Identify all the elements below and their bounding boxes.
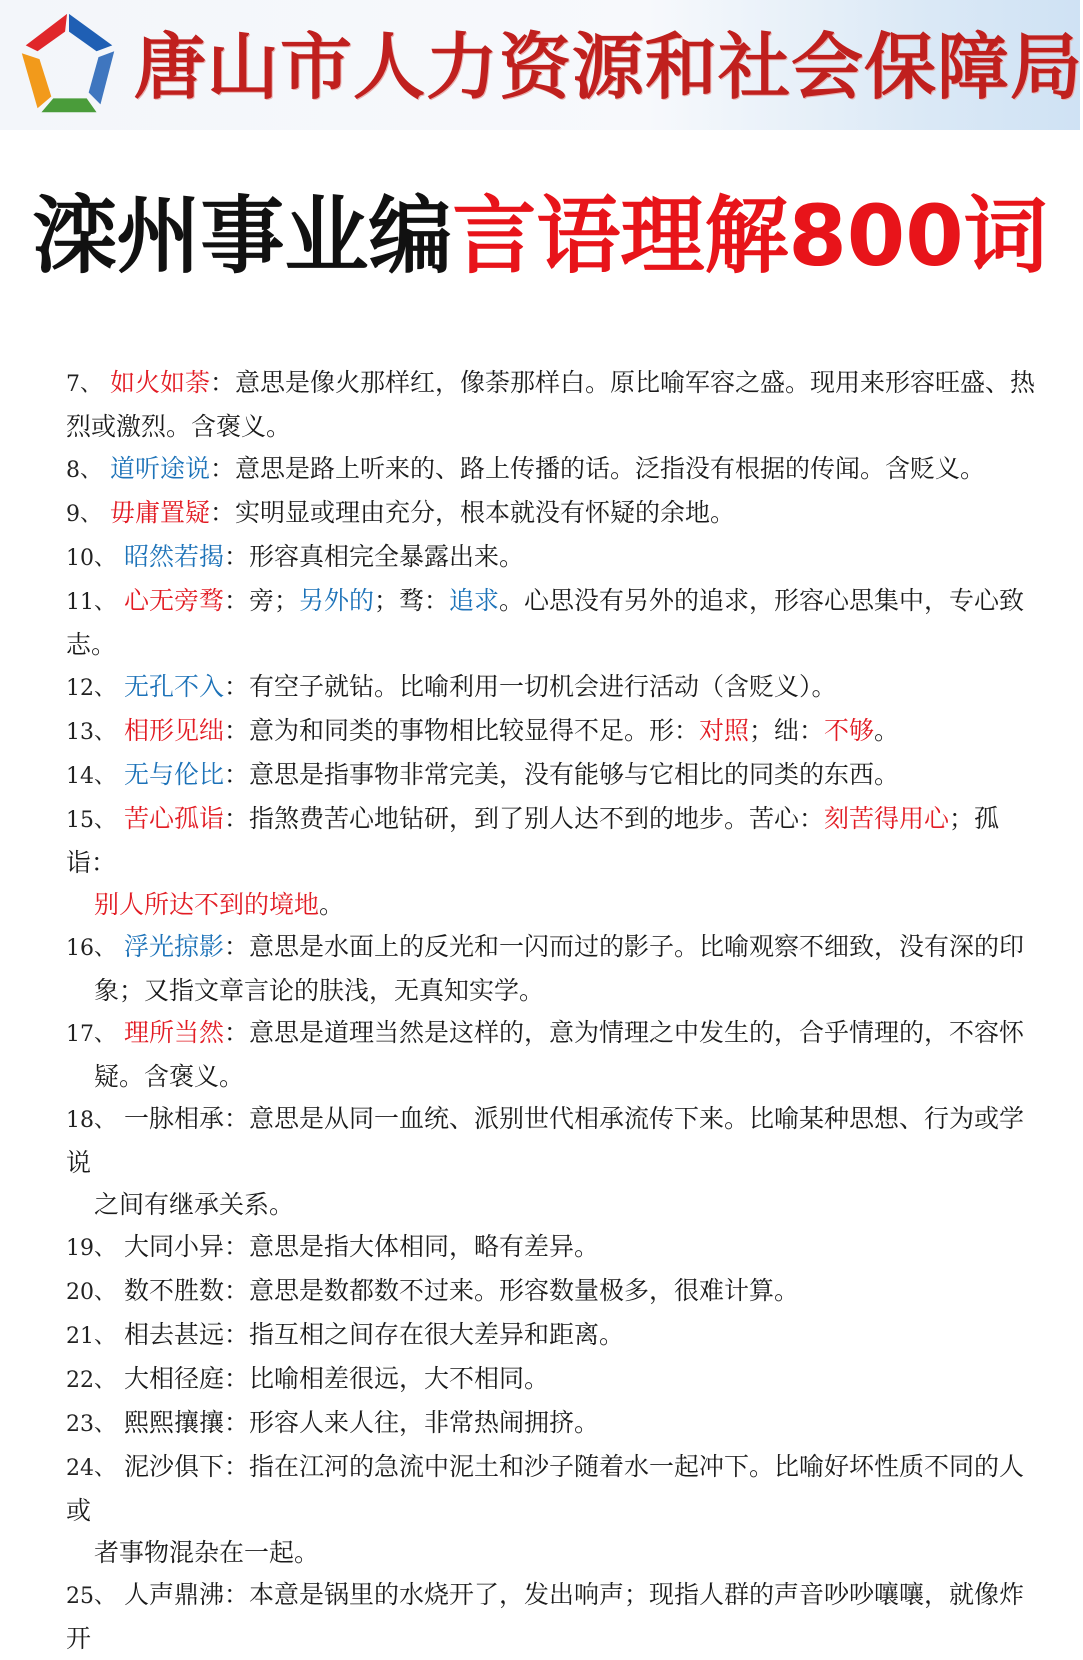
list-item bbox=[66, 1446, 1046, 1574]
entry-continuation bbox=[66, 1184, 1046, 1226]
highlighted-term: 毋庸置疑 bbox=[109, 498, 210, 527]
list-item bbox=[66, 1098, 1046, 1226]
pentagon-swirl-logo-icon bbox=[10, 6, 128, 124]
entry-text: ：指煞费苦心地钻研，到了别人达不到的地步。苦心： bbox=[223, 804, 824, 833]
entry-line bbox=[66, 1358, 1046, 1402]
list-item bbox=[66, 710, 1046, 754]
list-item bbox=[66, 666, 1046, 710]
org-name: 唐山市人力资源和社会保障局 bbox=[134, 25, 1083, 109]
entry-number: 24、 bbox=[66, 1456, 116, 1481]
highlighted-term: 对照 bbox=[698, 716, 749, 745]
list-item bbox=[66, 926, 1046, 1012]
highlighted-term: 如火如荼 bbox=[109, 368, 210, 397]
entry-number: 15、 bbox=[66, 808, 116, 833]
entry-continuation bbox=[66, 406, 1046, 448]
entry-number: 12、 bbox=[66, 676, 116, 701]
entry-number: 25、 bbox=[66, 1584, 116, 1609]
entry-text: 大同小异：意思是指大体相同，略有差异。 bbox=[123, 1232, 599, 1261]
entry-text: ；孤诣： bbox=[66, 804, 1000, 877]
entry-text: ：旁； bbox=[223, 586, 299, 615]
list-item bbox=[66, 362, 1046, 448]
entry-number: 17、 bbox=[66, 1022, 116, 1047]
entry-line bbox=[66, 1314, 1046, 1358]
entry-line bbox=[66, 1226, 1046, 1270]
entry-text: ：意思是像火那样红，像荼那样白。原比喻军容之盛。现用来形容旺盛、热 bbox=[209, 368, 1035, 397]
entry-number: 22、 bbox=[66, 1368, 116, 1393]
entry-text: 泥沙俱下：指在江河的急流中泥土和沙子随着水一起冲下。比喻好坏性质不同的人或 bbox=[66, 1452, 1024, 1525]
list-item bbox=[66, 798, 1046, 926]
entry-text: 。心思没有另外的追求，形容心思集中，专心致志。 bbox=[66, 586, 1025, 659]
entry-text: ；绌： bbox=[749, 716, 825, 745]
list-item bbox=[66, 536, 1046, 580]
entry-number: 18、 bbox=[66, 1108, 116, 1133]
entry-line bbox=[66, 798, 1046, 884]
highlighted-term: 相形见绌 bbox=[123, 716, 224, 745]
entry-number: 11、 bbox=[66, 590, 116, 615]
list-item bbox=[66, 1270, 1046, 1314]
highlighted-term: 不够 bbox=[824, 716, 875, 745]
entry-text: ：意为和同类的事物相比较显得不足。形： bbox=[223, 716, 699, 745]
highlighted-term: 无与伦比 bbox=[123, 760, 224, 789]
highlighted-term: 另外的 bbox=[298, 586, 374, 615]
highlighted-term: 刻苦得用心 bbox=[823, 804, 949, 833]
entry-line bbox=[66, 492, 1046, 536]
highlighted-term: 道听途说 bbox=[109, 454, 210, 483]
entry-text: 烈或激烈。含褒义。 bbox=[66, 412, 292, 441]
entry-line bbox=[66, 666, 1046, 710]
entry-text: ：意思是水面上的反光和一闪而过的影子。比喻观察不细致，没有深的印 bbox=[223, 932, 1024, 961]
entry-number: 23、 bbox=[66, 1412, 116, 1437]
entry-number: 16、 bbox=[66, 936, 116, 961]
entry-line bbox=[66, 926, 1046, 970]
list-item bbox=[66, 1314, 1046, 1358]
entry-continuation bbox=[66, 970, 1046, 1012]
title-part-red: 言语理解800词 bbox=[452, 187, 1048, 285]
entry-line bbox=[66, 580, 1046, 666]
entry-text: 者事物混杂在一起。 bbox=[94, 1538, 320, 1567]
entry-text: 疑。含褒义。 bbox=[94, 1062, 245, 1091]
list-item bbox=[66, 1574, 1046, 1660]
entry-line bbox=[66, 536, 1046, 580]
entry-text: ：有空子就钻。比喻利用一切机会进行活动（含贬义）。 bbox=[223, 672, 837, 701]
entry-number: 9、 bbox=[66, 502, 102, 527]
entry-text: ：形容真相完全暴露出来。 bbox=[223, 542, 524, 571]
entry-line bbox=[66, 1402, 1046, 1446]
highlighted-term: 追求 bbox=[449, 586, 500, 615]
list-item bbox=[66, 1402, 1046, 1446]
entry-number: 20、 bbox=[66, 1280, 116, 1305]
entry-line bbox=[66, 448, 1046, 492]
entry-text: 相去甚远：指互相之间存在很大差异和距离。 bbox=[123, 1320, 624, 1349]
entry-number: 21、 bbox=[66, 1324, 116, 1349]
entry-text: 之间有继承关系。 bbox=[94, 1190, 295, 1219]
entry-number: 7、 bbox=[66, 372, 102, 397]
entry-line bbox=[66, 1012, 1046, 1056]
entry-line bbox=[66, 1098, 1046, 1184]
list-item bbox=[66, 1358, 1046, 1402]
entry-line bbox=[66, 710, 1046, 754]
entry-number: 19、 bbox=[66, 1236, 116, 1261]
entry-text: ：意思是道理当然是这样的，意为情理之中发生的，合乎情理的，不容怀 bbox=[223, 1018, 1024, 1047]
highlighted-term: 无孔不入 bbox=[123, 672, 224, 701]
highlighted-term: 别人所达不到的境地 bbox=[94, 890, 320, 919]
entry-text: 人声鼎沸：本意是锅里的水烧开了，发出响声；现指人群的声音吵吵嚷嚷，就像炸开 bbox=[66, 1580, 1024, 1653]
entry-continuation bbox=[66, 884, 1046, 926]
entry-text: ：意思是路上听来的、路上传播的话。泛指没有根据的传闻。含贬义。 bbox=[209, 454, 985, 483]
entry-text: 数不胜数：意思是数都数不过来。形容数量极多，很难计算。 bbox=[123, 1276, 799, 1305]
list-item bbox=[66, 1226, 1046, 1270]
highlighted-term: 昭然若揭 bbox=[123, 542, 224, 571]
entry-text: 象；又指文章言论的肤浅，无真知实学。 bbox=[94, 976, 545, 1005]
idiom-list bbox=[66, 362, 1046, 1660]
list-item bbox=[66, 754, 1046, 798]
entry-text: ：意思是指事物非常完美，没有能够与它相比的同类的东西。 bbox=[223, 760, 899, 789]
entry-text: 一脉相承：意思是从同一血统、派别世代相承流传下来。比喻某种思想、行为或学说 bbox=[66, 1104, 1024, 1177]
header-banner bbox=[0, 0, 1083, 130]
list-item bbox=[66, 580, 1046, 666]
entry-line bbox=[66, 1446, 1046, 1532]
entry-text: ；骛： bbox=[374, 586, 450, 615]
entry-number: 13、 bbox=[66, 720, 116, 745]
entry-text: 大相径庭：比喻相差很远，大不相同。 bbox=[123, 1364, 549, 1393]
highlighted-term: 心无旁骛 bbox=[123, 586, 224, 615]
entry-number: 8、 bbox=[66, 458, 102, 483]
entry-line bbox=[66, 1270, 1046, 1314]
list-item bbox=[66, 1012, 1046, 1098]
entry-text: 。 bbox=[319, 890, 345, 919]
entry-line bbox=[66, 1574, 1046, 1660]
highlighted-term: 苦心孤诣 bbox=[123, 804, 224, 833]
list-item bbox=[66, 492, 1046, 536]
highlighted-term: 浮光掠影 bbox=[123, 932, 224, 961]
list-item bbox=[66, 448, 1046, 492]
entry-continuation bbox=[66, 1056, 1046, 1098]
entry-continuation bbox=[66, 1532, 1046, 1574]
entry-text: 。 bbox=[874, 716, 900, 745]
page-title bbox=[0, 186, 1080, 286]
entry-line bbox=[66, 754, 1046, 798]
highlighted-term: 理所当然 bbox=[123, 1018, 224, 1047]
entry-number: 10、 bbox=[66, 546, 116, 571]
entry-text: 熙熙攘攘：形容人来人往，非常热闹拥挤。 bbox=[123, 1408, 599, 1437]
entry-number: 14、 bbox=[66, 764, 116, 789]
title-part-black: 滦州事业编 bbox=[32, 187, 453, 285]
entry-text: ：实明显或理由充分，根本就没有怀疑的余地。 bbox=[209, 498, 735, 527]
entry-line bbox=[66, 362, 1046, 406]
